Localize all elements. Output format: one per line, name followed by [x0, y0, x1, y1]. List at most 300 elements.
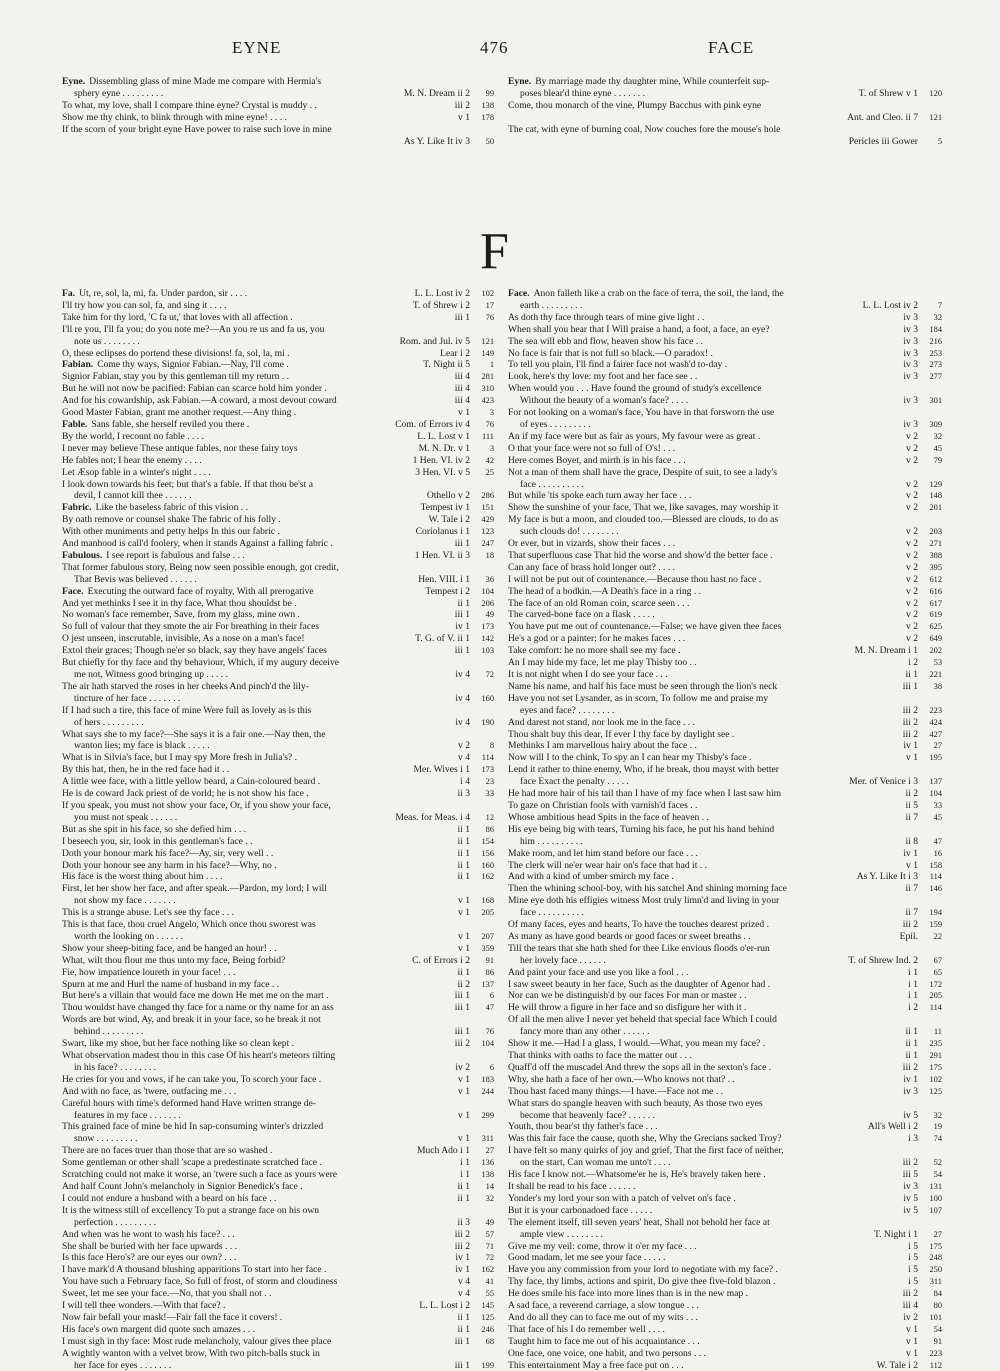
entry-text [508, 514, 778, 525]
entry-quotation: The face of an old Roman coin, scarce seen . . . [508, 597, 690, 609]
entry-text [62, 1264, 326, 1275]
entry-line-number: 359 [481, 943, 494, 953]
entry-reference: ii 1 [905, 1038, 918, 1050]
entry-quotation: Ut, re, sol, la, mi, fa. Under pardon, sir . . . . [79, 288, 248, 299]
entry-quotation: And when was he wont to wash his face? . . . [62, 1228, 235, 1240]
entry-line-number: 277 [929, 372, 942, 382]
entry-reference: iv 2 [903, 1311, 918, 1323]
entry-quotation: What observation madest thou in this case Of his heart's meteors tilting [62, 1050, 336, 1061]
entry-line-number: 19 [933, 1122, 942, 1132]
entry-reference: iv 3 [903, 323, 918, 335]
entry-text [508, 1336, 700, 1347]
concordance-entry [62, 419, 494, 431]
entry-reference: As Y. Like It i 3 [856, 871, 918, 883]
concordance-entry [508, 740, 942, 752]
entry-quotation: her lovely face . . . . . . [520, 954, 606, 966]
entry-quotation: Name his name, and half his face must be seen through the lion's neck [508, 680, 778, 692]
entry-quotation: I will tell thee wonders.—With that face? . [62, 1300, 226, 1312]
entry-text [74, 812, 177, 823]
entry-quotation: Dissembling glass of mine Made me compare with Hermia's [89, 76, 322, 87]
concordance-entry [62, 1264, 494, 1276]
entry-reference: ii 1 [457, 1311, 470, 1323]
entry-line-number: 104 [481, 1039, 494, 1049]
entry-reference: L. L. Lost i 2 [419, 1300, 470, 1312]
concordance-entry [62, 1038, 494, 1050]
concordance-entry [508, 1241, 942, 1253]
entry-text [508, 1300, 699, 1311]
entry-line-number: 246 [481, 1324, 494, 1334]
entry-line-number: 175 [929, 1062, 942, 1072]
entry-reference: iv 5 [903, 1109, 918, 1121]
concordance-entry [62, 586, 494, 598]
entry-line-number: 54 [933, 1170, 942, 1180]
entry-line-number: 429 [481, 515, 494, 525]
entry-line-number: 172 [929, 979, 942, 989]
entry-reference: v 2 [906, 609, 918, 621]
entry-quotation: And with no face, as 'twere, outfacing me . . . [62, 1085, 237, 1097]
entry-reference: i 1 [460, 1169, 470, 1181]
concordance-entry [508, 348, 942, 360]
entry-quotation: Not a man of them shall have the grace, Despite of suit, to see a lady's [508, 466, 777, 478]
concordance-entry [62, 1121, 494, 1133]
entry-text [508, 348, 713, 359]
entry-line-number: 33 [933, 800, 942, 810]
entry-quotation: That superfluous case That hid the worse and show'd the better face . [508, 549, 773, 561]
concordance-entry [62, 717, 494, 729]
entry-text [508, 1002, 746, 1013]
entry-text [520, 526, 619, 537]
concordance-entry [508, 136, 942, 148]
concordance-entry [62, 860, 494, 872]
entry-quotation: But chiefly for thy face and thy behaviour, Which, if my augury deceive [62, 657, 340, 669]
entry-quotation: Good Master Fabian, grant me another request.—Any thing . [62, 407, 297, 419]
entry-text [508, 871, 674, 882]
entry-text [508, 740, 697, 751]
concordance-entry [508, 586, 942, 598]
entry-text [62, 657, 339, 668]
concordance-entry [508, 1264, 942, 1276]
entry-text [508, 729, 734, 740]
entry-line-number: 612 [929, 574, 942, 584]
concordance-entry [62, 800, 494, 812]
concordance-entry [62, 502, 494, 514]
entry-reference: Rom. and Jul. iv 5 [399, 335, 470, 347]
entry-text [62, 883, 327, 894]
entry-text [74, 717, 144, 728]
entry-text [508, 1014, 777, 1025]
concordance-entry [508, 324, 942, 336]
entry-text [508, 1264, 778, 1275]
entry-text [62, 598, 297, 609]
entry-line-number: 41 [485, 1277, 494, 1287]
entry-line-number: 301 [929, 396, 942, 406]
concordance-entry [508, 860, 942, 872]
entry-text [62, 348, 290, 359]
entry-reference: iv 5 [903, 1192, 918, 1204]
entry-text [508, 1145, 784, 1156]
entry-quotation: Come thy ways, Signior Fabian.—Nay, I'll come . [97, 359, 289, 371]
entry-line-number: 206 [481, 598, 494, 608]
entry-quotation: such clouds do! . . . . . . . . [520, 526, 619, 538]
entry-text [62, 752, 297, 763]
entry-text [62, 1181, 303, 1192]
concordance-entry [508, 574, 942, 586]
entry-reference: T. of Shrew v 1 [858, 87, 918, 99]
concordance-entry [508, 657, 942, 669]
entry-line-number: 104 [929, 789, 942, 799]
entry-text [62, 100, 317, 111]
concordance-entry [508, 1336, 942, 1348]
entry-reference: L. L. Lost iv 2 [414, 288, 470, 299]
entry-quotation: If the scorn of your bright eyne Have power to raise such love in mine [62, 123, 332, 135]
entry-line-number: 216 [929, 336, 942, 346]
concordance-entry [508, 943, 942, 955]
entry-line-number: 173 [481, 622, 494, 632]
entry-quotation: Come, thou monarch of the vine, Plumpy Bacchus with pink eyne [508, 99, 762, 111]
entry-reference: i 1 [908, 990, 918, 1002]
entry-text [520, 300, 582, 311]
entry-text [508, 1288, 748, 1299]
entry-line-number: 151 [481, 503, 494, 513]
entry-line-number: 145 [481, 1301, 494, 1311]
entry-reference: iii 1 [902, 680, 918, 692]
concordance-entry [508, 1276, 942, 1288]
entry-text [508, 324, 770, 335]
entry-text [508, 76, 769, 87]
entry-text [62, 1121, 323, 1132]
entry-quotation: Show the sunshine of your face, That we, like savages, may worship it [508, 502, 779, 514]
concordance-entry [508, 431, 942, 443]
entry-text [520, 907, 584, 918]
entry-text [520, 88, 645, 99]
entry-reference: C. of Errors i 2 [412, 954, 470, 966]
entry-reference: v 1 [458, 930, 470, 942]
entry-quotation: For not looking on a woman's face, You have in that forsworn the use [508, 407, 775, 419]
concordance-entry [62, 550, 494, 562]
entry-quotation: This is a strange abuse. Let's see thy face . . . [62, 907, 234, 919]
concordance-entry [62, 1050, 494, 1062]
concordance-entry [508, 1002, 942, 1014]
entry-line-number: 162 [481, 872, 494, 882]
concordance-entry [62, 455, 494, 467]
entry-quotation: Till the tears that she hath shed for thee Like envious floods o'er-run [508, 942, 770, 954]
entry-reference: v 1 [906, 752, 918, 764]
entry-line-number: 52 [933, 1158, 942, 1168]
entry-reference: iii 1 [454, 1026, 470, 1038]
entry-line-number: 76 [485, 1027, 494, 1037]
entry-reference: iii 1 [454, 1002, 470, 1014]
concordance-entry [62, 88, 494, 100]
entry-headword: Fable. [62, 418, 88, 430]
entry-line-number: 427 [929, 729, 942, 739]
entry-text [74, 336, 140, 347]
concordance-entry [508, 1110, 942, 1122]
entry-quotation: Look, here's thy love: my foot and her face see . . [508, 371, 698, 383]
entry-text [62, 300, 227, 311]
entry-quotation: Spurn at me and Hurl the name of husband in my face . . [62, 978, 280, 990]
entry-reference: iii 4 [902, 1300, 918, 1312]
entry-line-number: 291 [929, 1051, 942, 1060]
entry-text [62, 955, 285, 966]
entry-reference: iv 1 [903, 847, 918, 859]
entry-text [508, 979, 770, 990]
entry-quotation: Methinks I am marvellous hairy about the face . . [508, 740, 697, 752]
entry-text [520, 705, 614, 716]
concordance-entry [62, 1086, 494, 1098]
entry-quotation: His eye being big with tears, Turning his face, he put his hand behind [508, 823, 775, 835]
entry-line-number: 273 [929, 360, 942, 370]
entry-quotation: I have mark'd A thousand blushing apparitions To start into her face . [62, 1264, 327, 1276]
entry-text [508, 919, 769, 930]
concordance-entry [62, 300, 494, 312]
entry-reference: iv 3 [903, 395, 918, 407]
entry-quotation: her face for eyes . . . . . . . [74, 1359, 172, 1371]
entry-reference: iv 1 [455, 621, 470, 633]
entry-line-number: 49 [485, 1217, 494, 1227]
concordance-entry [62, 955, 494, 967]
entry-text [508, 1086, 723, 1097]
entry-text [508, 490, 691, 501]
entry-quotation: Now fair befall your mask!—Fair fall the face it covers! . [62, 1311, 283, 1323]
entry-quotation: But it is your carbonadoed face . . . . . [508, 1204, 653, 1216]
entry-text [62, 705, 311, 716]
entry-text [62, 943, 276, 954]
entry-quotation: not show my face . . . . . . . [74, 895, 176, 907]
entry-quotation: face . . . . . . . . . . [520, 478, 584, 490]
entry-text [508, 443, 675, 454]
entry-reference: iii 2 [902, 1061, 918, 1073]
entry-quotation: By marriage made thy daughter mine, While counterfeit sup- [535, 76, 770, 87]
concordance-entry [62, 705, 494, 717]
entry-reference: 3 Hen. VI. v 5 [415, 466, 470, 478]
entry-reference: iv 5 [903, 1204, 918, 1216]
entry-text [508, 1062, 771, 1073]
entry-text [62, 1014, 321, 1025]
entry-text [508, 693, 768, 704]
entry-text [508, 860, 707, 871]
entry-text [520, 1229, 603, 1240]
entry-headword: Fabian. [62, 359, 94, 371]
entry-line-number: 281 [481, 372, 494, 382]
entry-text [508, 621, 781, 632]
entry-line-number: 142 [481, 634, 494, 644]
entry-quotation: I could not endure a husband with a beard on his face . . [62, 1192, 277, 1204]
entry-line-number: 50 [485, 136, 494, 146]
entry-line-number: 16 [933, 848, 942, 858]
entry-reference: iii 1 [454, 609, 470, 621]
entry-line-number: 99 [485, 88, 494, 98]
concordance-entry [62, 1193, 494, 1205]
entry-line-number: 6 [489, 991, 494, 1001]
concordance-entry [62, 1336, 494, 1348]
entry-reference: iv 1 [903, 740, 918, 752]
concordance-entry [62, 324, 494, 336]
concordance-entry [62, 752, 494, 764]
entry-reference: v 2 [906, 561, 918, 573]
concordance-entry [508, 645, 942, 657]
entry-quotation: The clerk will ne'er wear hair on's face that had it . . [508, 859, 707, 871]
entry-quotation: The cat, with eyne of burning coal, Now couches fore the mouse's hole [508, 123, 781, 135]
concordance-entry [508, 336, 942, 348]
entry-quotation: And darest not stand, nor look me in the face . . . [508, 716, 696, 728]
entry-quotation: Have you any commission from your lord to negotiate with my face? . [508, 1264, 778, 1276]
concordance-entry [508, 717, 942, 729]
entry-quotation: Of many faces, eyes and hearts, To have the touches dearest prized . [508, 919, 770, 931]
entry-quotation: of eyes . . . . . . . . . [520, 418, 591, 430]
concordance-entry [62, 76, 494, 88]
entry-quotation: worth the looking on . . . . . . [74, 930, 183, 942]
entry-quotation: Like the baseless fabric of this vision . . [95, 502, 248, 514]
entry-line-number: 11 [933, 1027, 942, 1037]
concordance-entry [508, 883, 942, 895]
entry-reference: T. Night ii 5 [423, 359, 470, 371]
entry-line-number: 18 [485, 550, 494, 560]
entry-quotation: What is in Silvia's face, but I may spy More fresh in Julia's? . [62, 752, 297, 764]
entry-text [62, 359, 289, 370]
concordance-entry [62, 1145, 494, 1157]
entry-line-number: 32 [933, 312, 942, 322]
entry-reference: iv 2 [455, 1061, 470, 1073]
entry-text [62, 1169, 337, 1180]
entry-text [508, 562, 675, 573]
entry-reference: T. Night i 1 [873, 1228, 918, 1240]
entry-text [62, 467, 211, 478]
entry-reference: iii 2 [902, 919, 918, 931]
entry-text [520, 955, 606, 966]
entry-line-number: 114 [481, 753, 494, 763]
concordance-entry [62, 1074, 494, 1086]
entry-reference: v 2 [906, 621, 918, 633]
entry-reference: i 1 [460, 1157, 470, 1169]
concordance-entry [62, 479, 494, 491]
entry-text [62, 1300, 225, 1311]
entry-reference: iii 4 [454, 383, 470, 395]
concordance-entry [62, 907, 494, 919]
entry-reference: iii 1 [454, 990, 470, 1002]
entry-text [508, 895, 779, 906]
entry-quotation: One face, one voice, one habit, and two persons . . . [508, 1347, 706, 1359]
entry-reference: v 4 [458, 1288, 470, 1300]
entry-line-number: 102 [481, 289, 494, 298]
concordance-entry [62, 467, 494, 479]
concordance-entry [62, 1026, 494, 1038]
entry-text [508, 848, 698, 859]
entry-quotation: Careful hours with time's deformed hand Have written strange de- [62, 1097, 317, 1109]
entry-line-number: 388 [929, 550, 942, 560]
entry-quotation: Doth your honour see any harm in his face?—Why, no . [62, 859, 277, 871]
entry-quotation: The element itself, till seven years' heat, Shall not behold her face at [508, 1216, 770, 1228]
entry-reference: W. Tale i 2 [876, 1359, 918, 1371]
entry-quotation: Or ever, but in vizards, show their faces . . . [508, 538, 676, 550]
entry-line-number: 80 [933, 1301, 942, 1311]
entry-text [508, 943, 770, 954]
entry-text [508, 598, 689, 609]
entry-text [508, 502, 778, 513]
entry-reference: iv 3 [903, 335, 918, 347]
entry-reference: i 5 [908, 1252, 918, 1264]
entry-line-number: 3 [489, 408, 494, 418]
entry-reference: iii 2 [454, 1240, 470, 1252]
concordance-entry [62, 729, 494, 741]
entry-text [62, 729, 326, 740]
entry-reference: v 2 [906, 573, 918, 585]
concordance-entry [508, 76, 942, 88]
concordance-entry [508, 419, 942, 431]
entry-text [62, 848, 273, 859]
entry-text [508, 1252, 665, 1263]
entry-line-number: 311 [481, 1134, 494, 1144]
entry-quotation: His face's own margent did quote such amazes . . . [62, 1323, 256, 1335]
concordance-entry [62, 431, 494, 443]
entry-text [508, 800, 697, 811]
concordance-entry [62, 407, 494, 419]
entry-reference: iv 1 [455, 1252, 470, 1264]
entry-reference: ii 1 [457, 871, 470, 883]
concordance-entry [62, 1133, 494, 1145]
entry-text [62, 1098, 316, 1109]
entry-reference: 1 Hen. VI. ii 3 [414, 549, 470, 561]
entry-text [508, 752, 751, 763]
entry-quotation: Make room, and let him stand before our face . . . [508, 847, 698, 859]
entry-quotation: Extol their graces; Though ne'er so black, say they have angels' faces [62, 645, 327, 657]
entry-text [520, 836, 583, 847]
entry-line-number: 27 [933, 741, 942, 751]
concordance-entry [62, 657, 494, 669]
entry-quotation: poses blear'd thine eyne . . . . . . . [520, 87, 646, 99]
entry-line-number: 235 [929, 1039, 942, 1049]
entry-text [508, 550, 773, 561]
entry-text [508, 681, 777, 692]
entry-text [508, 1098, 763, 1109]
entry-text [62, 681, 309, 692]
entry-quotation: There are no faces truer than those that are so washed . [62, 1145, 273, 1157]
entry-reference: Coriolanus i 1 [415, 526, 470, 538]
concordance-entry [508, 979, 942, 991]
entry-line-number: 49 [485, 610, 494, 620]
concordance-entry [508, 514, 942, 526]
entry-quotation: I will not be put out of countenance.—Because thou hast no face . [508, 573, 762, 585]
entry-line-number: 47 [485, 1003, 494, 1013]
entry-quotation: My face is but a moon, and clouded too.—Blessed are clouds, to do as [508, 514, 779, 526]
entry-text [508, 383, 762, 394]
entry-reference: i 2 [908, 657, 918, 669]
entry-quotation: First, let her show her face, and after speak.—Pardon, my lord; I will [62, 883, 327, 895]
entry-line-number: 221 [929, 670, 942, 679]
concordance-entry [62, 1181, 494, 1193]
entry-line-number: 112 [929, 1360, 942, 1370]
entry-text [62, 1002, 334, 1013]
entry-quotation: I never may believe These antique fables, nor these fairy toys [62, 442, 298, 454]
entry-quotation: Show your sheep-biting face, and be hanged an hour! . . [62, 942, 277, 954]
entry-line-number: 74 [933, 1134, 942, 1144]
entry-reference: ii 1 [457, 1192, 470, 1204]
entry-text [62, 609, 300, 620]
entry-reference: iii 2 [454, 99, 470, 111]
entry-quotation: Yonder's my lord your son with a patch of velvet on's face . [508, 1192, 736, 1204]
entry-quotation: The carved-bone face on a flask . . . . . [508, 609, 655, 621]
concordance-entry [508, 871, 942, 883]
concordance-entry [508, 681, 942, 693]
entry-text [62, 1050, 335, 1061]
entry-quotation: Why, she hath a face of her own.—Who knows not that? . . [508, 1073, 735, 1085]
entry-text [62, 586, 314, 597]
entry-quotation: That thinks with oaths to face the matter out . . . [508, 1050, 692, 1061]
entry-quotation: This grained face of mine be hid In sap-consuming winter's drizzled [62, 1121, 324, 1133]
entry-line-number: 137 [929, 777, 942, 787]
entry-text [508, 824, 774, 835]
entry-text [520, 395, 688, 406]
entry-text [508, 1217, 770, 1228]
